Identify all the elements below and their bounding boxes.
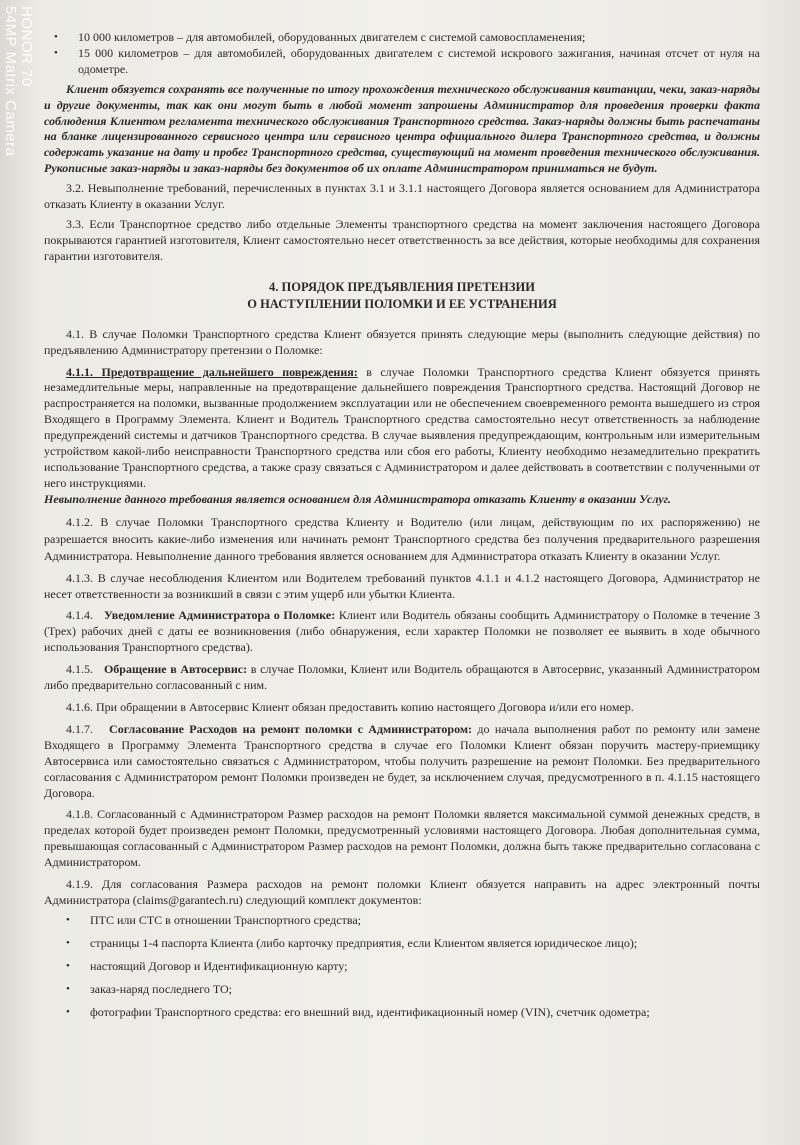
paragraph-4-1-2: 4.1.2. В случае Поломки Транспортного средства Клиенту и Водителю (или лицам, действующим по их распоряжению) не разрешается вносить какие-либо изменения или начинать ремонт Транспортного средства без получения предварительного разрешения Администратора. Невыполнение данного требования является основанием для Администратора отказать Клиенту в оказании Услуг.: [44, 514, 760, 563]
paragraph-4-1-3: 4.1.3. В случае несоблюдения Клиентом или Водителем требований пунктов 4.1.1 и 4.1.2 настоящего Договора, Администратор не несет ответственности за возникший в связи с этим ущерб или убытки Клиента.: [44, 570, 760, 601]
paragraph-3-3: 3.3. Если Транспортное средство либо отдельные Элементы транспортного средства на момент заключения настоящего Договора покрываются гарантией изготовителя, Клиент самостоятельно несет ответственность за все действия, которые необходимы для сохранения гарантии изготовителя.: [44, 216, 760, 263]
camera-watermark: HONOR 70 54MP Matrix Camera: [2, 6, 35, 157]
list-item-text: настоящий Договор и Идентификационную карту;: [90, 958, 348, 973]
bullet-icon: •: [54, 46, 58, 59]
paragraph-4-1-5: [44, 662, 760, 694]
documents-bullet-list: [44, 913, 760, 1021]
paragraph-4-1-5-number: 4.1.5.: [66, 662, 93, 677]
paragraph-4-1-7: [44, 722, 760, 802]
paragraph-4-1-4-number: 4.1.4.: [66, 608, 93, 623]
mileage-bullet-list: [44, 30, 760, 78]
list-item: [44, 1005, 760, 1021]
list-item: [44, 959, 760, 975]
list-item-text: фотографии Транспортного средства: его внешний вид, идентификационный номер (VIN), счетчик одометра;: [90, 1004, 650, 1019]
paragraph-4-1-4-label: Уведомление Администратора о Поломке:: [103, 608, 336, 623]
list-item: [44, 30, 760, 46]
paragraph-4-1-7-text: до начала выполнения работ по ремонту или замене Входящего в Программу Элемента Транспортного средства в случае его Поломки Клиент обязан поручить мастеру-приемщику Автосервиса или самостоятельно связаться с Администратором, чтобы получить разрешение на ремонт Поломки. Без предварительного согласования с Администратором ремонт Поломки произведен не будет, за исключением случая, предусмотренного в п. 4.1.15 настоящего Договора.: [44, 721, 760, 800]
bullet-icon: •: [66, 1005, 70, 1018]
client-obligation-paragraph: Клиент обязуется сохранять все полученные по итогу прохождения технического обслуживания квитанции, чеки, заказ-наряды и другие документы, так как они могут быть в любой момент запрошены Администратор для проведения проверки факта соблюдения Клиентом регламента технического обслуживания Транспортного средства. Заказ-наряды должны быть распечатаны на бланке лицензированного сервисного центра или сервисного центра официального дилера Транспортного средства, и должны содержать указание на дату и пробег Транспортного средства, существующий на момент проведения технического обслуживания. Рукописные заказ-наряды и заказ-наряды без документов об их оплате Администратором приниматься не будут.: [44, 81, 760, 176]
list-item: [44, 936, 760, 952]
paragraph-4-1-1: [44, 365, 760, 492]
paragraph-4-1-4-text: Клиент или Водитель обязаны сообщить Администратору о Поломке в течение 3 (Трех) рабочих дней с даты ее возникновения (либо обнаружения, если характер Поломки не позволяет ее выявить в ходе обычного использования Транспортного средства).: [44, 608, 761, 655]
list-item-text: 15 000 километров – для автомобилей, оборудованных двигателем с системой искрового зажигания, начиная отсчет от нуля на одометре.: [78, 45, 760, 76]
paragraph-4-1-4: [44, 608, 760, 656]
paragraph-4-1-1-label: 4.1.1. Предотвращение дальнейшего повреждения:: [66, 364, 358, 379]
list-item: [44, 913, 760, 929]
paragraph-4-1-5-text: в случае Поломки, Клиент или Водитель обращаются в Автосервис, указанный Администратором либо предварительно согласованный с ним.: [44, 662, 761, 693]
paragraph-4-1-7-number: 4.1.7.: [66, 721, 93, 736]
paragraph-4-1-8: 4.1.8. Согласованный с Администратором Размер расходов на ремонт Поломки является максимальной суммой денежных средств, в пределах которой будет произведен ремонт Поломки, предусмотренный условиями настоящего Договора. Любая дополнительная сумма, превышающая согласованный с Администратором Размер расходов на ремонт Поломки, должна быть также предварительно согласована с Администратором.: [44, 807, 760, 870]
paragraph-4-1-7-label: Согласование Расходов на ремонт поломки с Администратором:: [109, 721, 473, 736]
section-4-heading: [44, 279, 760, 313]
section-4-title-line1: 4. ПОРЯДОК ПРЕДЪЯВЛЕНИЯ ПРЕТЕНЗИИ: [269, 279, 535, 294]
document-body: [44, 30, 760, 1027]
list-item-text: ПТС или СТС в отношении Транспортного средства;: [90, 912, 362, 927]
section-4-title-line2: О НАСТУПЛЕНИИ ПОЛОМКИ И ЕЕ УСТРАНЕНИЯ: [247, 296, 557, 311]
list-item-text: заказ-наряд последнего ТО;: [90, 981, 233, 996]
list-item-text: страницы 1-4 паспорта Клиента (либо карточку предприятия, если Клиентом является юридическое лицо);: [90, 935, 638, 950]
bullet-icon: •: [66, 982, 70, 995]
paragraph-4-1-5-label: Обращение в Автосервис:: [103, 662, 248, 677]
bullet-icon: •: [66, 936, 70, 949]
paragraph-4-1-9: 4.1.9. Для согласования Размера расходов на ремонт поломки Клиент обязуется направить на адрес электронный почты Администратора (claims@garantech.ru) следующий комплект документов:: [44, 877, 760, 907]
list-item: [44, 982, 760, 998]
list-item: [44, 46, 760, 78]
bullet-icon: •: [66, 959, 70, 972]
paragraph-4-1-1-text: в случае Поломки Транспортного средства Клиент обязуется принять незамедлительные меры, направленные на предотвращение дальнейшего повреждения Транспортного средства. Настоящий Договор не распространяется на поломки, вызванные продолжением эксплуатации или не обеспечением своевременного ремонта вышедшего из строя Входящего в Программу Элемента. Клиент и Водитель Транспортного средства самостоятельно несут ответственность за наблюдение предупреждений системы и датчиков Транспортного средства. В случае выявления предупреждающим, контрольным или измерительным устройством какой-либо неисправности Транспортного средства или сбоя его работы, Клиенту необходимо незамедлительно прекратить использование Транспортного средства, а также сразу связаться с Администратором и далее действовать в соответствии с полученными от него инструкциями.: [44, 364, 760, 490]
bullet-icon: •: [54, 31, 58, 43]
paragraph-3-2: 3.2. Невыполнение требований, перечисленных в пунктах 3.1 и 3.1.1 настоящего Договора является основанием для Администратора отказать Клиенту в оказании Услуг.: [44, 181, 760, 212]
bullet-icon: •: [66, 913, 70, 926]
list-item-text: 10 000 километров – для автомобилей, оборудованных двигателем с системой самовоспламенения;: [78, 30, 586, 44]
paragraph-4-1: 4.1. В случае Поломки Транспортного средства Клиент обязуется принять следующие меры (выполнить следующие действия) по предъявлению Администратору претензии о Поломке:: [44, 326, 760, 357]
paragraph-4-1-6: 4.1.6. При обращении в Автосервис Клиент обязан предоставить копию настоящего Договора и/или его номер.: [66, 700, 634, 714]
paragraph-4-1-1-warning: Невыполнение данного требования является основанием для Администратора отказать Клиенту в оказании Услуг.: [44, 491, 671, 506]
